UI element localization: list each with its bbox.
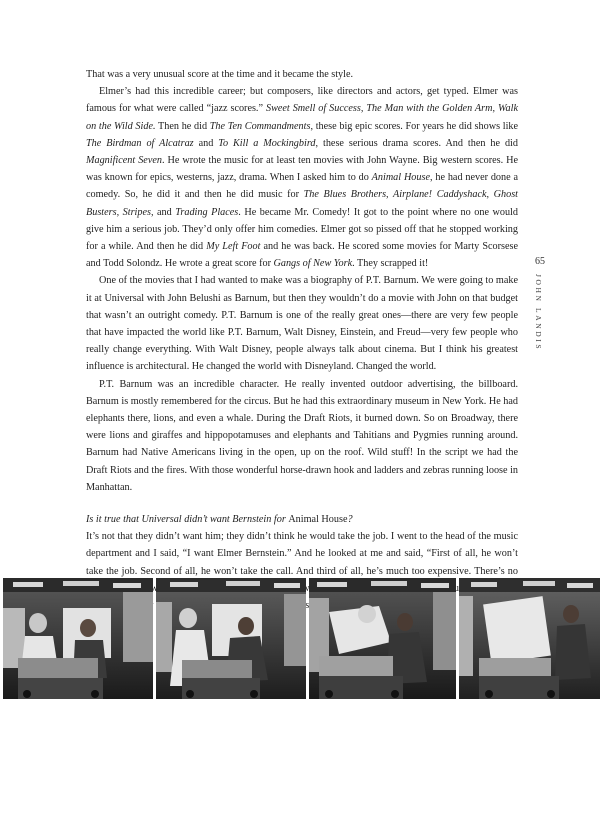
- text-run: One of the movies that I had wanted to make was a biography of P.T. Barnum. We were going to make it at Universal with John Belushi as Barnum, but then they wouldn’t do a movie with John on that budget that wasn’t an outright comedy. P.T. Barnum is one of the really great ones—there are very few people that have impacted the world like P.T. Barnum, Walt Disney, Einstein, and Freud—very few people who really change everything. With Walt Disney, people always talk about cinema. But I think his greatest influence is architectural. He changed the world with Disneyland. Changed the world.: [86, 275, 518, 373]
- text-run: It’s not that they didn’t want him; they didn’t think he would take the job. I went to the head of the music department and I said, “I want Elmer Bernstein.” And he looked at me and said, “First of all, he won’t take the job. Second of all, he won’t take the call. And third of all, he’s much too expensive. There’s no: [86, 531, 518, 577]
- italic-title: Animal House: [371, 172, 430, 184]
- text-run: ?: [347, 514, 353, 526]
- text-run: Then he did: [155, 120, 210, 132]
- italic-title: Trading Places: [175, 206, 239, 218]
- photo-strip: [3, 578, 600, 699]
- text-run: That was a very unusual score at the time and it became the style.: [86, 69, 354, 80]
- photo-frame-1: [3, 578, 153, 699]
- photo-frame-2: [156, 578, 306, 699]
- text-run: Is it true that Universal didn’t want Bernstein for: [86, 514, 289, 526]
- paragraph: [86, 376, 518, 496]
- photo-frame-3-image: [309, 578, 456, 699]
- text-run: , these big epic scores. For years he did shows like: [310, 120, 519, 132]
- italic-title: To Kill a Mockingbird: [218, 137, 316, 149]
- interview-question: [86, 511, 518, 528]
- italic-title: Sweet Smell of Success, The Man with the Golden Arm, Walk on the Wild Side.: [86, 103, 518, 132]
- paragraph: [86, 272, 518, 375]
- italic-title: The Blues Brothers, Airplane! Caddyshack, Ghost Busters, Stripes,: [86, 189, 518, 218]
- text-run: , these serious drama scores. And then he did: [315, 137, 518, 149]
- photo-frame-4-image: [459, 578, 600, 699]
- italic-title: Gangs of New York: [273, 258, 353, 270]
- text-run: and: [153, 206, 176, 218]
- text-run: Elmer’s had this incredible career; but composers, like directors and actors, get typed. Elmer was famous for what were called “jazz scores.”: [86, 86, 518, 115]
- text-run: . He became Mr. Comedy! It got to the point where no one would give him a serious job. They’d only offer him comedies. Elmer got so pissed off that he stopped working for a while. And then he did: [86, 206, 518, 253]
- text-run: , he had never done a comedy. So, he did it and then he did music for: [86, 172, 518, 201]
- photo-frame-1-image: [3, 578, 153, 699]
- page-number: 65: [535, 256, 545, 267]
- paragraph: [86, 66, 518, 83]
- text-run: and: [193, 137, 219, 149]
- running-head: JOHN LANDIS: [534, 274, 543, 352]
- body-text: [86, 66, 518, 614]
- text-run: P.T. Barnum was an incredible character. He really invented outdoor advertising, the billboard. Barnum is mostly remembered for the circus. But he had this extraordinary museum in New York. He had elephants there, lions, and even a whale. During the Draft Riots, it burned down. So on Broadway, there were lions and giraffes and hippopotamuses and elephants and Tahitians and Pygmies running around. Barnum had Native Americans living in the open, up on the roof. Wild stuff! In the script we had the Draft Riots and the fires. With those wonderful horse-drawn hook and ladders and zebras running loose in Manhattan.: [86, 378, 518, 493]
- photo-frame-4: [459, 578, 600, 699]
- italic-title: Magnificent Seven: [86, 155, 162, 167]
- text-run: Animal House: [288, 514, 348, 526]
- italic-title: My Left Foot: [206, 241, 261, 253]
- paragraph: [86, 83, 518, 272]
- photo-frame-3: [309, 578, 456, 699]
- italic-title: The Birdman of Alcatraz: [86, 137, 194, 149]
- text-run: . They scrapped it!: [352, 258, 429, 270]
- text-run: . He wrote the music for at least ten movies with John Wayne. Big western scores. He was known for epics, westerns, jazz, drama. When I asked him to do: [86, 155, 518, 184]
- photo-frame-2-image: [156, 578, 306, 699]
- text-run: and he was back. He scored some movies for Marty Scorsese and Todd Solondz. He wrote a great score for: [86, 241, 518, 270]
- italic-title: The Ten Commandments: [209, 120, 311, 132]
